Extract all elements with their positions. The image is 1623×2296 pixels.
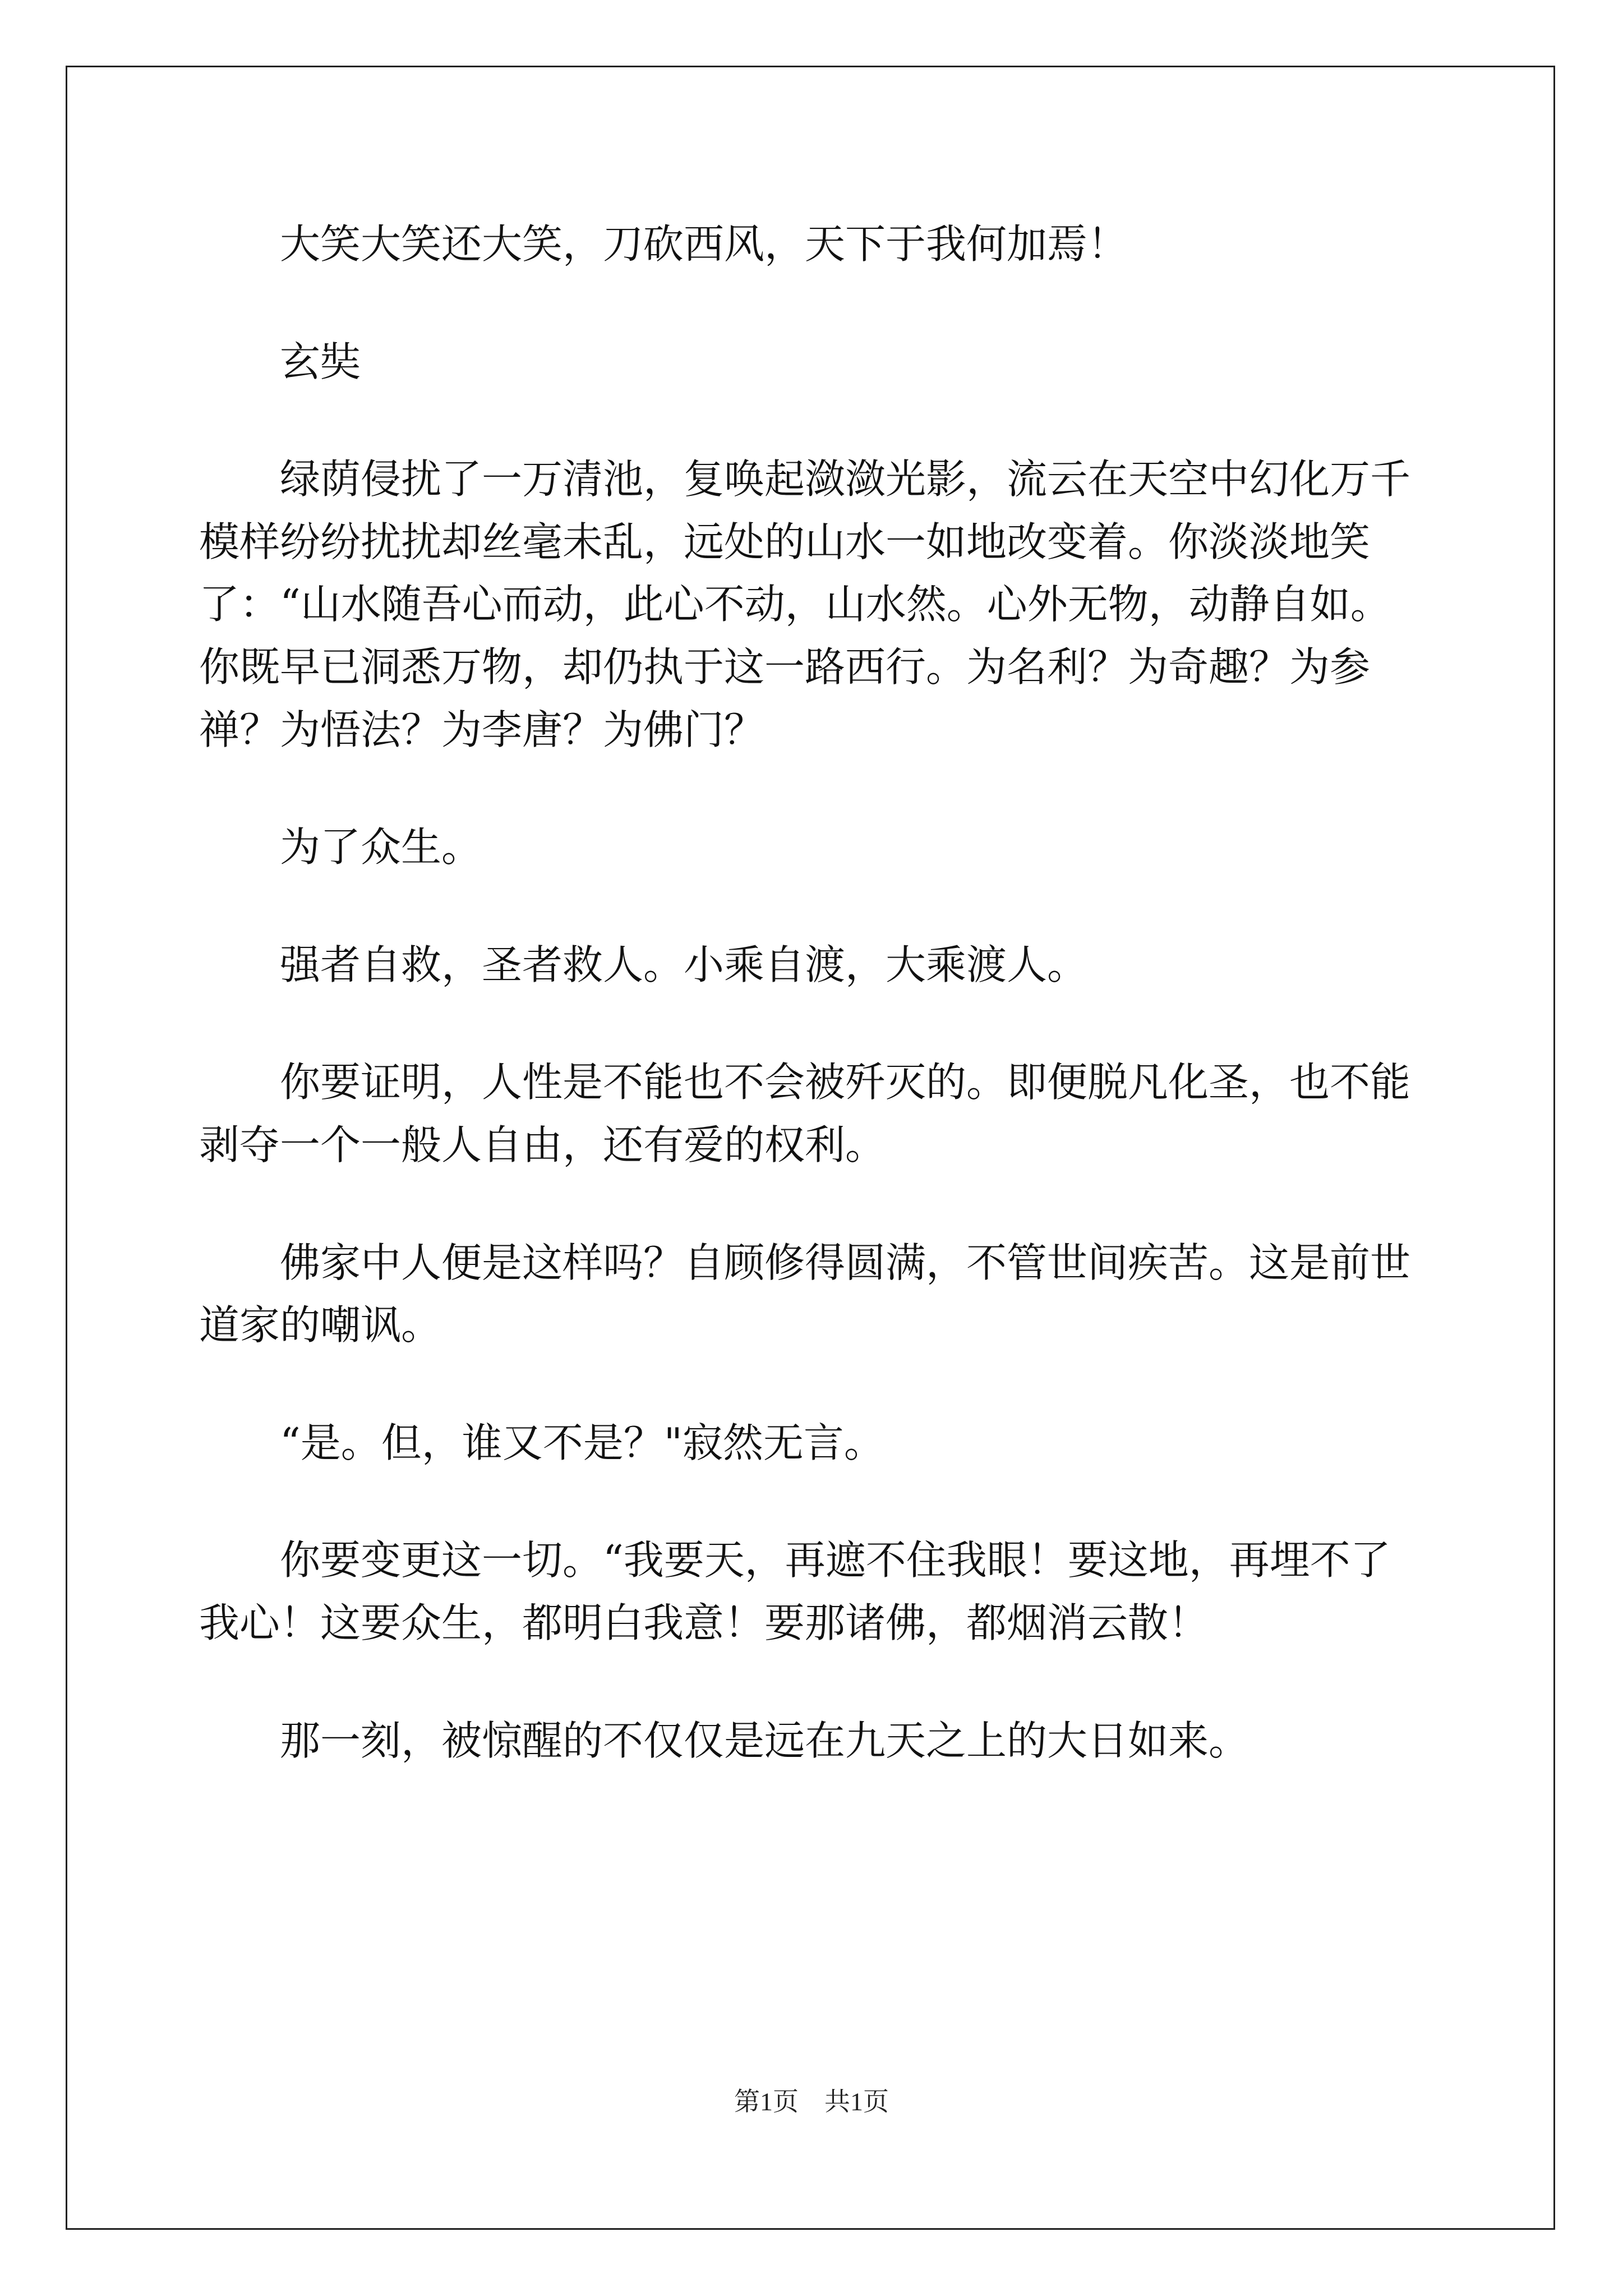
paragraph: “是。但，谁又不是？"寂然无言。 xyxy=(280,1419,884,1466)
paragraph: 你要证明，人性是不能也不会被歼灭的。即便脱凡化圣，也不能剥夺一个一般人自由，还有爱的权利。 xyxy=(199,1059,1411,1168)
paragraph: 那一刻，被惊醒的不仅仅是远在九天之上的大日如来。 xyxy=(280,1717,1249,1764)
paragraph: 强者自救，圣者救人。小乘自渡，大乘渡人。 xyxy=(280,941,1088,988)
paragraph: 为了众生。 xyxy=(280,823,482,871)
page-number-footer: 第1页 共1页 xyxy=(734,2087,889,2116)
paragraph: 佛家中人便是这样吗？自顾修得圆满，不管世间疾苦。这是前世道家的嘲讽。 xyxy=(199,1239,1411,1349)
paragraph: 绿荫侵扰了一万清池，复唤起潋潋光影，流云在天空中幻化万千模样纷纷扰扰却丝毫未乱，远处的山水一如地改变着。你淡淡地笑了：“山水随吾心而动，此心不动，山水然。心外无物，动静自如。你既早已洞悉万物，却仍执于这一路西行。为名利？为奇趣？为参禅？为悟法？为李唐？为佛门？ xyxy=(199,455,1411,753)
document-body xyxy=(199,213,1427,1827)
paragraph: 大笑大笑还大笑，刀砍西风，天下于我何加焉！ xyxy=(280,220,1128,268)
paragraph: 你要变更这一切。“我要天，再遮不住我眼！要这地，再埋不了我心！这要众生，都明白我意！要那诸佛，都烟消云散！ xyxy=(199,1536,1391,1646)
paragraph: 玄奘 xyxy=(280,338,361,385)
